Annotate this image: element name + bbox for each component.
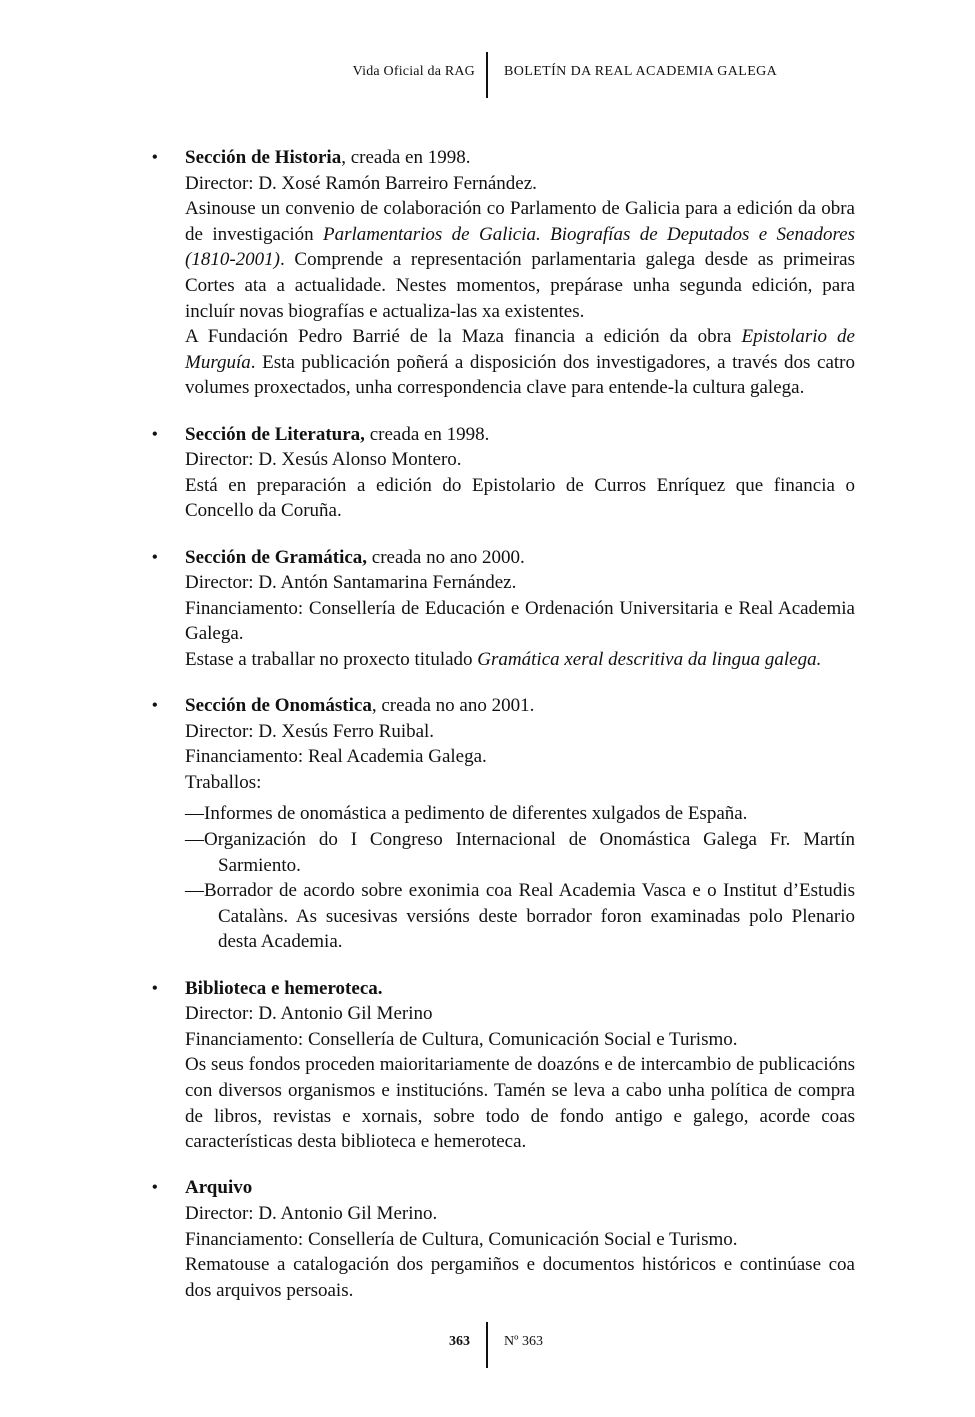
section-paragraph: Está en preparación a edición do Epistolario de Curros Enríquez que financia o Concello da Coruña.: [185, 474, 855, 522]
section-director: Director: D. Antón Santamarina Fernández.: [185, 572, 517, 594]
section-funding: Financiamento: Consellería de Educación e Ordenación Universitaria e Real Academia Galega.: [185, 597, 855, 645]
bullet-icon: •: [152, 548, 158, 566]
running-header: [0, 52, 975, 100]
section-director: Director: D. Antonio Gil Merino.: [185, 1202, 438, 1224]
header-section-title: Vida Oficial da RAG: [352, 64, 475, 79]
section-paragraph: Rematouse a catalogación dos pergamiños e documentos históricos e continúase coa dos arquivos persoais.: [185, 1254, 855, 1301]
section-title: Sección de Gramática,: [185, 546, 368, 568]
section-title: Sección de Historia: [185, 147, 342, 168]
section-director: Director: D. Xesús Ferro Ruibal.: [185, 720, 435, 742]
bullet-icon: •: [152, 979, 158, 997]
section-arquivo: [152, 1175, 855, 1303]
section-heading: [185, 545, 855, 571]
section-title: Sección de Literatura,: [185, 423, 365, 445]
section-gramatica: [152, 545, 855, 673]
header-divider: [486, 52, 488, 98]
page-footer: [0, 1322, 975, 1370]
section-paragraph: Asinouse un convenio de colaboración co Parlamento de Galicia para a edición da obra de investigación Parlamentarios de Galicia. Biografías de Deputados e Senadores (1810-2001). Comprende a representación parlamentaria galega desde as primeiras Cortes ata a actualidade. Nestes momentos, prepárase unha segunda edición, para incluír novas biografías e actualiza-las xa existentes.: [185, 198, 856, 322]
header-publication-title: BOLETÍN DA REAL ACADEMIA GALEGA: [504, 64, 778, 79]
section-funding: Financiamento: Real Academia Galega.: [185, 746, 487, 768]
issue-number: Nº 363: [504, 1334, 543, 1349]
bullet-icon: •: [152, 425, 158, 443]
bullet-icon: •: [152, 149, 158, 166]
section-historia: [152, 145, 856, 401]
section-paragraph: A Fundación Pedro Barrié de la Maza financia a edición da obra Epistolario de Murguía. Esta publicación poñerá a disposición dos investigadores, a través dos catro volumes proxectados, unha correspondencia clave para entende-la cultura galega.: [185, 326, 855, 399]
section-created: , creada no ano 2001.: [371, 695, 535, 717]
publication-title: Parlamentarios de Galicia. Biografías de Deputados e Senadores (1810-2001): [185, 223, 856, 271]
section-director: Director: D. Xesús Alonso Montero.: [185, 449, 462, 471]
bullet-icon: •: [152, 697, 158, 715]
footer-divider: [486, 1322, 488, 1368]
page-body: [152, 145, 856, 1324]
section-biblioteca: [152, 976, 855, 1155]
section-director: Director: D. Xosé Ramón Barreiro Fernández.: [185, 172, 537, 194]
section-title: Arquivo: [185, 1177, 253, 1199]
section-title: Biblioteca e hemeroteca.: [185, 977, 383, 999]
publication-title: Epistolario de Murguía: [185, 326, 855, 373]
section-heading: [185, 145, 855, 171]
publication-title: Gramática xeral descritiva da lingua galega.: [477, 648, 822, 670]
section-heading: [185, 422, 855, 448]
section-funding: Financiamento: Consellería de Cultura, Comunicación Social e Turismo.: [185, 1228, 738, 1250]
section-created: creada en 1998.: [364, 423, 490, 445]
works-label: Traballos:: [185, 771, 262, 793]
section-funding: Financiamento: Consellería de Cultura, Comunicación Social e Turismo.: [185, 1028, 738, 1050]
section-heading: [185, 976, 855, 1002]
works-item: —Borrador de acordo sobre exonimia coa Real Academia Vasca e o Institut d’Estudis Catalàns. As sucesivas versións deste borrador foron examinadas polo Plenario desta Academia.: [185, 880, 855, 953]
section-created: creada no ano 2000.: [367, 546, 525, 568]
bullet-icon: •: [152, 1179, 158, 1197]
section-literatura: [152, 422, 855, 524]
page-number: 363: [449, 1334, 470, 1349]
works-item: —Informes de onomástica a pedimento de diferentes xulgados de España.: [185, 803, 748, 825]
section-heading: [185, 1175, 855, 1201]
works-item: —Organización do I Congreso Internacional de Onomástica Galega Fr. Martín Sarmiento.: [185, 829, 855, 876]
section-created: , creada en 1998.: [341, 147, 471, 168]
section-director: Director: D. Antonio Gil Merino: [185, 1003, 433, 1025]
section-heading: [185, 693, 855, 719]
section-paragraph: Os seus fondos proceden maioritariamente de doazóns e de intercambio de publicacións con diversos organismos e institucións. Tamén se leva a cabo unha política de compra de libros, revistas e xornais, sobre todo de fondo antigo e galego, acorde coas características desta biblioteca e hemeroteca.: [185, 1054, 855, 1153]
section-paragraph: Estase a traballar no proxecto titulado Gramática xeral descritiva da lingua galega.: [185, 648, 822, 670]
section-onomastica: [152, 693, 855, 955]
section-title: Sección de Onomástica: [185, 695, 372, 717]
